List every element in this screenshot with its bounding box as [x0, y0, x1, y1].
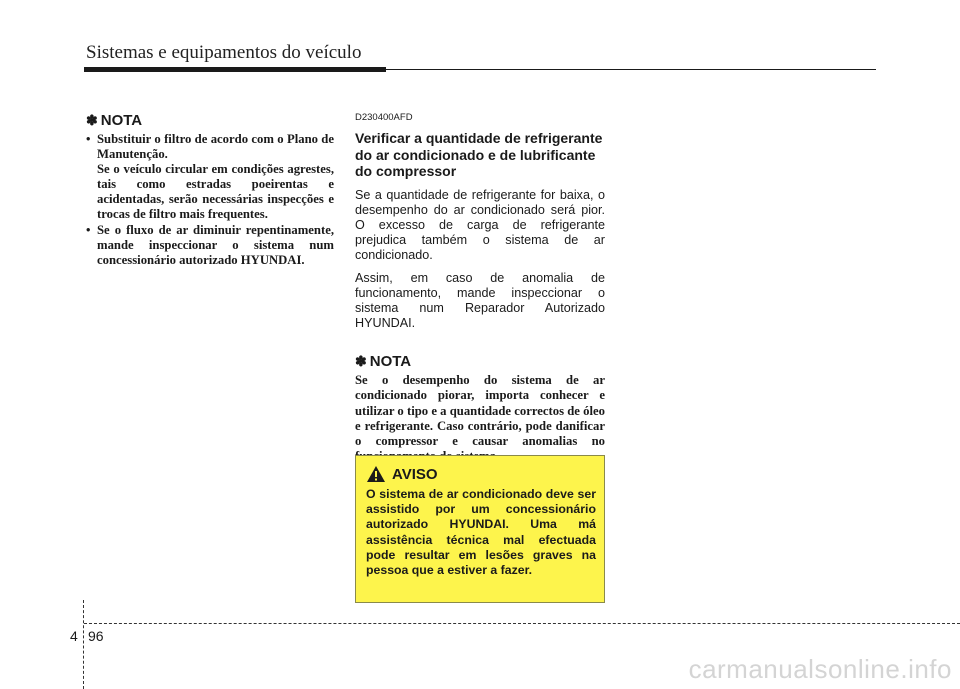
bullet-paragraph: Substituir o filtro de acordo com o Plano de Manutenção. [97, 132, 334, 162]
bullet-marker: • [86, 222, 91, 237]
page-header-title: Sistemas e equipamentos do veículo [86, 42, 362, 63]
list-item [86, 132, 334, 223]
nota-heading-right [355, 353, 605, 370]
asterisk-star-icon: ✽ [355, 353, 367, 370]
nota-bullet-list [86, 132, 334, 268]
bullet-paragraph: Se o veículo circular em condições agrestes, tais como estradas poeirentas e acidentadas, serão necessárias inspecções e trocas de filtro mais frequentes. [97, 162, 334, 222]
bullet-marker: • [86, 132, 91, 146]
warning-triangle-icon [366, 465, 386, 483]
section-title: Verificar a quantidade de refrigerante do ar condicionado e de lubrificante do compressor [355, 130, 603, 179]
header-rule [386, 69, 876, 70]
page-number: 96 [88, 628, 104, 644]
warning-label: AVISO [392, 465, 438, 483]
nota-block-right [355, 353, 605, 464]
left-column [86, 112, 334, 268]
chapter-number: 4 [70, 628, 78, 644]
nota-heading-left [86, 112, 334, 129]
footer-rule [84, 623, 960, 624]
bullet-paragraph: Se o fluxo de ar diminuir repentinamente, mande inspeccionar o sistema num concessionário autorizado HYUNDAI. [97, 222, 334, 267]
footer-vertical-rule [83, 600, 84, 689]
warning-box [355, 455, 605, 603]
warning-text: O sistema de ar condicionado deve ser assistido por um concessionário autorizado HYUNDAI. Uma má assistência técnica mal efectuada pode resultar em lesões graves na pessoa que a estiver a fazer. [366, 487, 596, 578]
list-item [86, 223, 334, 268]
asterisk-star-icon: ✽ [86, 112, 98, 128]
section-code: D230400AFD [355, 112, 413, 123]
nota-label: NOTA [369, 353, 412, 371]
warning-heading [366, 465, 596, 483]
nota-text: Se o desempenho do sistema de ar condicionado piorar, importa conhecer e utilizar o tipo e a quantidade correctos de óleo e refrigerante. Caso contrário, pode danificar o compressor e causar anomalias no [355, 373, 605, 448]
nota-label: NOTA [100, 112, 143, 129]
right-column [355, 112, 605, 464]
body-paragraph: Se a quantidade de refrigerante for baixa, o desempenho do ar condicionado será pior. O excesso de carga de refrigerante prejudica também o sistema de ar condicionado. [355, 187, 605, 263]
watermark: carmanualsonline.info [688, 654, 952, 684]
header-bar [84, 67, 386, 72]
body-paragraph: Assim, em caso de anomalia de funcionamento, mande inspeccionar o sistema num Reparador Autorizado HYUNDAI. [355, 270, 605, 331]
